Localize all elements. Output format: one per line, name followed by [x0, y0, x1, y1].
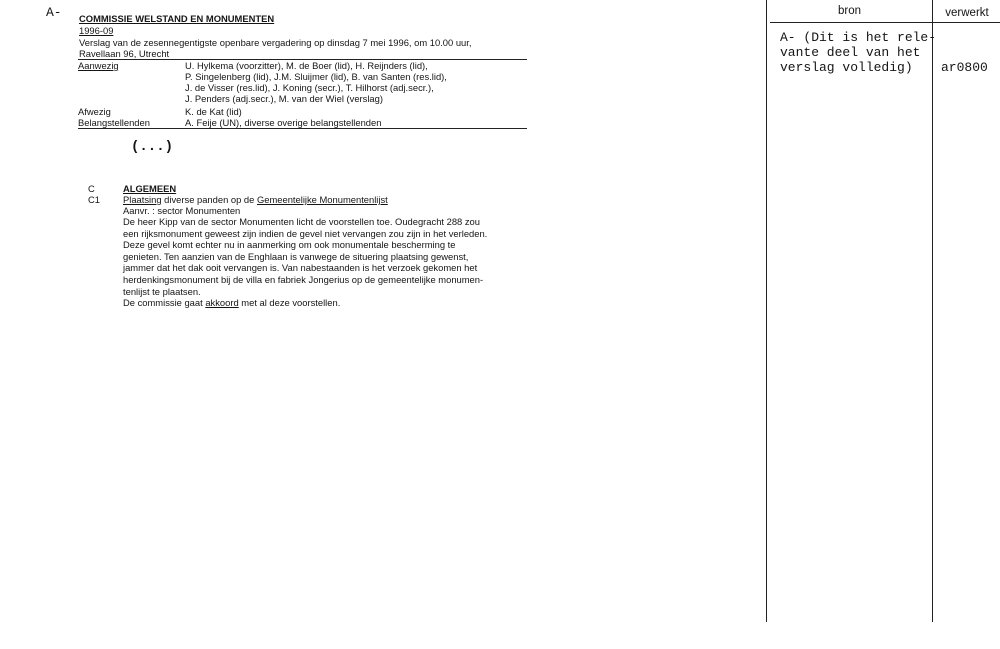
verwerkt-column-left-border: [932, 0, 933, 622]
bron-note: [780, 30, 936, 75]
page-marker: A-: [46, 5, 62, 20]
conclusion-word: akkoord: [205, 297, 239, 309]
body-line: een rijksmonument geweest zijn indien de gevel niet vervangen zou zijn in het verleden.: [123, 227, 488, 239]
document-subtitle: Verslag van de zesennegentigste openbare vergadering op dinsdag 7 mei 1996, om 10.00 uur,: [79, 37, 472, 48]
omission-ellipsis: (...): [131, 139, 174, 155]
body-line: tenlijst te plaatsen.: [123, 285, 201, 297]
bron-note-line: A- (Dit is het rele-: [780, 30, 937, 45]
body-line: herdenkingsmonument bij de villa en fabriek Jongerius op de gemeentelijke monumen-: [123, 273, 484, 285]
item-code: C1: [88, 194, 100, 205]
conclusion-line: [123, 297, 487, 309]
body-line: jammer dat het dak ooit vervangen is. Van nabestaanden is het verzoek gekomen het: [123, 262, 478, 274]
document-location: Ravellaan 96, Utrecht: [79, 48, 170, 59]
document-title: COMMISSIE WELSTAND EN MONUMENTEN: [79, 13, 275, 24]
body-line: genieten. Ten aanzien van de Enghlaan is vanwege de situering plaatsing gewenst,: [123, 250, 469, 262]
stakeholders-value: A. Feije (UN), diverse overige belangstellenden: [185, 117, 382, 128]
present-line: U. Hylkema (voorzitter), M. de Boer (lid), H. Reijnders (lid),: [185, 60, 428, 71]
item-word: Plaatsing: [123, 194, 162, 205]
bron-note-line: vante deel van het: [780, 45, 921, 60]
document-year: 1996-09: [79, 25, 114, 36]
present-line: J. Penders (adj.secr.), M. van der Wiel (verslag): [185, 93, 383, 104]
body-line: De heer Kipp van de sector Monumenten licht de voorstellen toe. Oudegracht 288 zou: [123, 216, 480, 227]
bron-column-left-border: [766, 0, 767, 622]
present-line: J. de Visser (res.lid), J. Koning (secr.), T. Hilhorst (adj.secr.),: [185, 82, 434, 93]
conclusion-post: met al deze voorstellen.: [238, 297, 341, 309]
item-middle: diverse panden op de: [161, 194, 257, 205]
conclusion-pre: De commissie gaat: [123, 297, 206, 309]
verwerkt-code: ar0800: [941, 60, 988, 75]
bron-column-header: bron: [837, 5, 862, 17]
verwerkt-column-header: verwerkt: [945, 7, 989, 19]
body-line: Deze gevel komt echter nu in aanmerking om ook monumentale bescherming te: [123, 239, 456, 251]
present-label: Aanwezig: [78, 60, 119, 71]
section-code: C: [88, 183, 95, 194]
item-title: [123, 194, 388, 206]
item-body: [123, 216, 487, 309]
present-line: P. Singelenberg (lid), J.M. Sluijmer (lid), B. van Santen (res.lid),: [185, 71, 447, 82]
bron-note-line: verslag volledig): [780, 60, 913, 75]
absent-label: Afwezig: [78, 106, 111, 117]
absent-value: K. de Kat (lid): [185, 106, 242, 117]
stakeholders-label: Belangstellenden: [78, 117, 150, 128]
column-header-rule: [770, 22, 1000, 23]
section-title: ALGEMEEN: [123, 183, 177, 194]
attendance-rule: [78, 128, 527, 129]
item-list-name: Gemeentelijke Monumentenlijst: [256, 194, 388, 205]
item-applicant: Aanvr. : sector Monumenten: [123, 205, 241, 216]
